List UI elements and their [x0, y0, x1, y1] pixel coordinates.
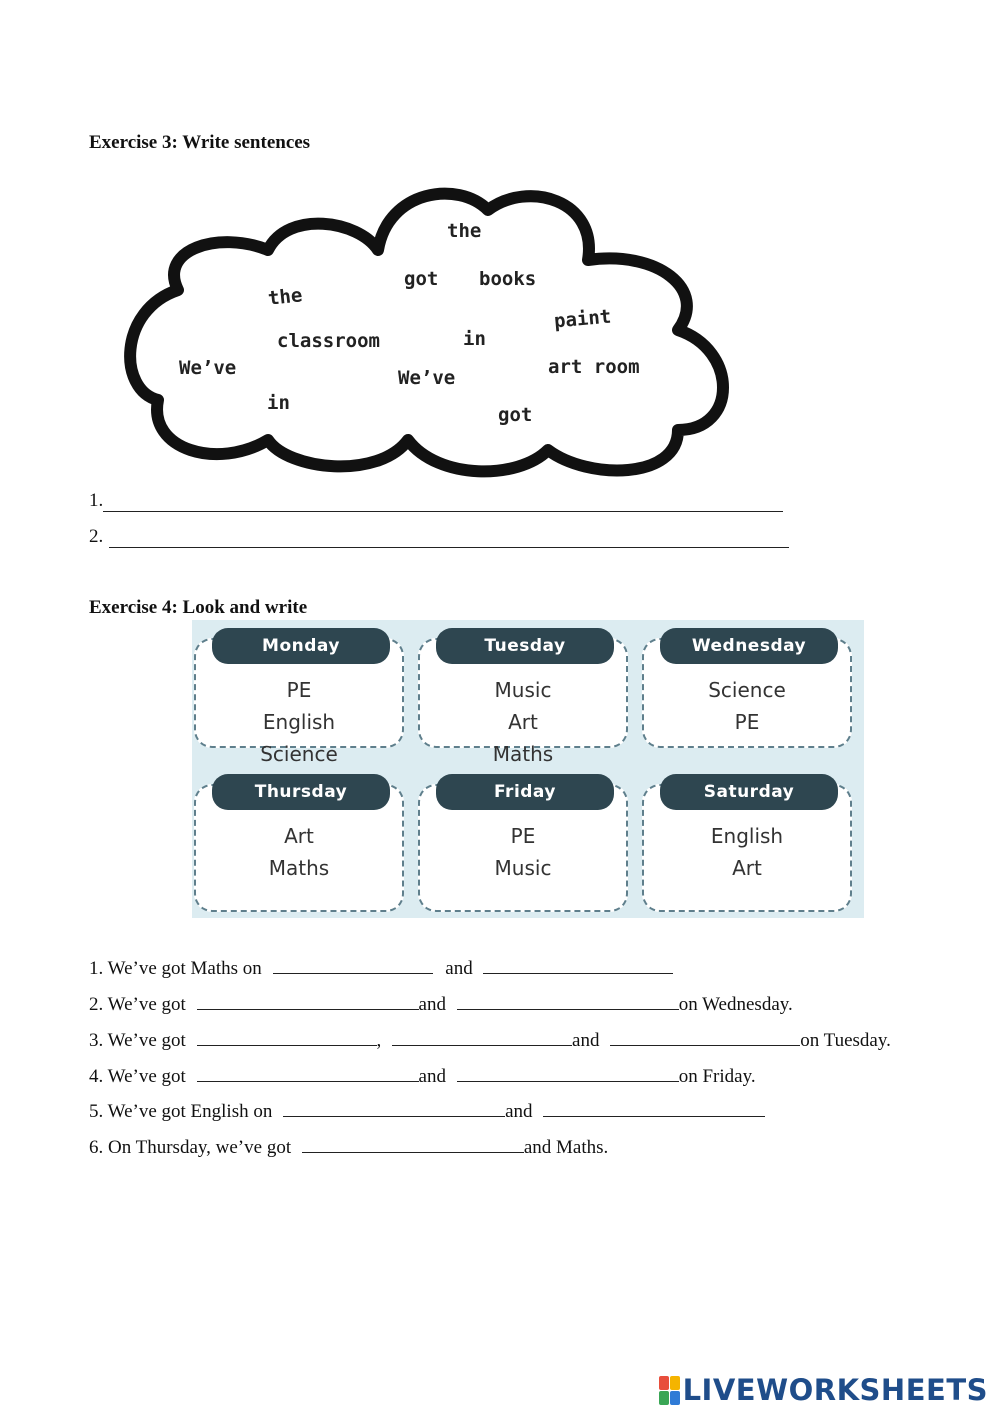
sentence-text: on Wednesday.: [678, 994, 793, 1015]
day-card-thursday: [194, 768, 408, 886]
subject: English: [710, 824, 784, 848]
line-number: 1.: [89, 490, 104, 511]
cloud-word: classroom: [277, 330, 380, 352]
cloud-word: art room: [548, 356, 640, 378]
sentence-text: 6. On Thursday, we’ve got: [89, 1137, 292, 1158]
sentence-text: 1. We’ve got Maths on: [89, 958, 262, 979]
cloud-word: books: [479, 268, 537, 290]
cloud-word: the: [447, 220, 482, 242]
answer-blank[interactable]: [543, 1100, 765, 1117]
day-label: Wednesday: [662, 630, 836, 662]
sentence-text: 2. We’ve got: [89, 994, 186, 1015]
day-label: Tuesday: [438, 630, 612, 662]
cloud-word: in: [463, 328, 486, 350]
answer-line-1: [89, 490, 783, 512]
subject: Maths: [492, 742, 554, 766]
day-card-saturday: [642, 768, 856, 886]
subject: Maths: [268, 856, 330, 880]
answer-blank[interactable]: [457, 993, 679, 1010]
subject: PE: [734, 710, 760, 734]
day-card-monday: [194, 622, 408, 766]
sentence-text: 3. We’ve got: [89, 1030, 186, 1051]
sentence-6: [89, 1136, 608, 1159]
subject: Music: [494, 678, 552, 702]
answer-blank[interactable]: [197, 1029, 377, 1046]
subject: Art: [732, 856, 762, 880]
answer-blank[interactable]: [273, 957, 433, 974]
cloud-word: got: [498, 404, 533, 426]
sentence-4: [89, 1065, 756, 1088]
answer-blank[interactable]: [103, 493, 783, 512]
subject: Science: [260, 742, 338, 766]
answer-blank[interactable]: [302, 1136, 524, 1153]
answer-blank[interactable]: [457, 1065, 679, 1082]
answer-line-2: [89, 526, 789, 548]
cloud-word: got: [404, 268, 439, 290]
line-number: 2.: [89, 526, 104, 547]
subject-list: [642, 674, 852, 738]
sentence-3: [89, 1029, 891, 1052]
answer-blank[interactable]: [197, 1065, 419, 1082]
day-card-wednesday: [642, 622, 856, 740]
exercise-4-title: Exercise 4: Look and write: [89, 597, 308, 618]
subject: English: [262, 710, 336, 734]
sentence-text: 4. We’ve got: [89, 1066, 186, 1087]
answer-blank[interactable]: [610, 1029, 800, 1046]
day-card-tuesday: [418, 622, 632, 766]
answer-blank[interactable]: [197, 993, 419, 1010]
subject: Science: [708, 678, 786, 702]
subject: Art: [508, 710, 538, 734]
sentence-text: and: [445, 958, 473, 979]
subject: PE: [510, 824, 536, 848]
day-card-friday: [418, 768, 632, 886]
sentence-text: 5. We’ve got English on: [89, 1101, 273, 1122]
subject: PE: [286, 678, 312, 702]
sentence-text: and: [572, 1030, 600, 1051]
cloud-word: in: [267, 392, 290, 414]
day-label: Monday: [214, 630, 388, 662]
sentence-text: and: [418, 994, 446, 1015]
answer-blank[interactable]: [392, 1029, 572, 1046]
sentence-text: and: [505, 1101, 533, 1122]
exercise-3-title: Exercise 3: Write sentences: [89, 132, 311, 153]
answer-blank[interactable]: [483, 957, 673, 974]
sentence-text: ,: [376, 1030, 382, 1051]
sentence-5: [89, 1100, 765, 1123]
answer-blank[interactable]: [283, 1100, 505, 1117]
sentence-1: [89, 957, 673, 980]
timetable: [192, 620, 864, 918]
subject-list: [194, 674, 404, 770]
subject: Music: [494, 856, 552, 880]
sentence-text: on Friday.: [678, 1066, 756, 1087]
sentence-2: [89, 993, 793, 1016]
cloud-word: paint: [553, 305, 613, 333]
subject-list: [642, 820, 852, 884]
logo-mark-icon: [659, 1376, 680, 1405]
liveworksheets-logo: [659, 1373, 988, 1407]
cloud-word: We’ve: [179, 357, 237, 379]
sentence-text: and: [418, 1066, 446, 1087]
logo-text: LIVEWORKSHEETS: [682, 1373, 988, 1407]
subject-list: [418, 674, 628, 770]
cloud-shape: [118, 180, 758, 480]
sentence-text: on Tuesday.: [800, 1030, 891, 1051]
subject-list: [418, 820, 628, 884]
word-cloud: [118, 180, 758, 480]
sentence-text: and Maths.: [523, 1137, 609, 1158]
day-label: Friday: [438, 776, 612, 808]
day-label: Thursday: [214, 776, 388, 808]
cloud-word: the: [266, 284, 304, 310]
subject-list: [194, 820, 404, 884]
subject: Art: [284, 824, 314, 848]
day-label: Saturday: [662, 776, 836, 808]
answer-blank[interactable]: [109, 529, 789, 548]
cloud-word: We’ve: [398, 367, 456, 389]
